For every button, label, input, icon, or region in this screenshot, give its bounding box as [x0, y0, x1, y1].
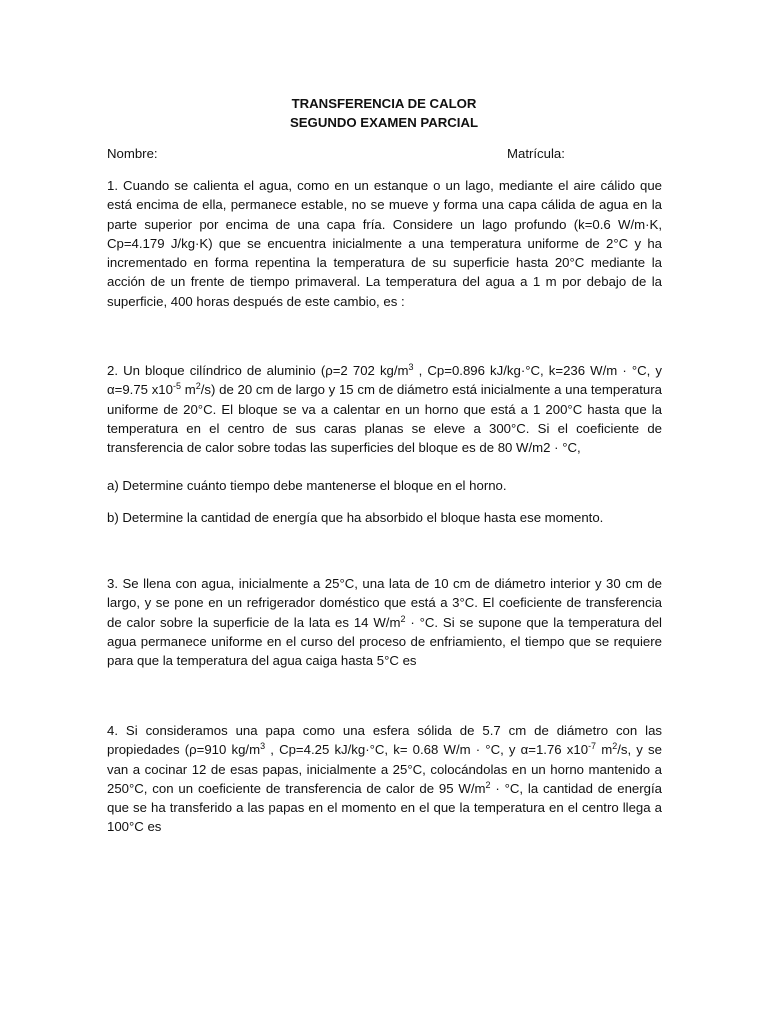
- question-2-part-b: b) Determine la cantidad de energía que ha absorbido el bloque hasta ese momento.: [107, 510, 604, 525]
- matricula-label: Matrícula:: [507, 146, 565, 161]
- student-fields: [107, 144, 667, 164]
- exam-subtitle: SEGUNDO EXAMEN PARCIAL: [289, 115, 479, 130]
- exam-header: [0, 94, 768, 132]
- question-3-text: 3. Se llena con agua, inicialmente a 25°C, una lata de 10 cm de diámetro interior y 30 cm de largo, y se pone en un refrigerador doméstico que está a 3°C. El coeficiente de transferencia de calor sobre la superficie de la lata es 14 $W/m^2 \cdot ^\circ C$. Si se supone que la temperatura del agua permanece uniforme en el curso del proceso de enfriamiento, el tiempo que se requiere para que la temperatura del agua caiga hasta 5°C es: [107, 576, 662, 669]
- question-2-text: 2. Un bloque cilíndrico de aluminio (ρ=2 702 $kg/m^3$ , Cp=0.896 kJ/kg·°C, k=236 W/m · °C, y α=9.75 $x10^{-5}$ $m^2/s$) de 20 cm de largo y 15 cm de diámetro está inicialmente a una temperatura uniforme de 20°C. El bloque se va a calentar en un horno que está a 1 200°C hasta que la temperatura en el centro de sus caras planas se eleve a 300°C. Si el coeficiente de transferencia de calor sobre todas las superficies del bloque es de 80 W/m2 · °C,: [107, 362, 662, 456]
- question-1-text: 1. Cuando se calienta el agua, como en un estanque o un lago, mediante el aire cálido que está encima de ella, permanece estable, no se mueve y forma una capa cálida de agua en la parte superior por encima de una capa fría. Considere un lago profundo (k=0.6 W/m·K, Cp=4.179 J/kg·K) que se encuentra inicialmente a una temperatura uniforme de 2°C y ha incrementado en forma repentina la temperatura de su superficie hasta 20°C mediante la acción de un frente de tiempo primaveral. La temperatura del agua a 1 m por debajo de la superficie, 400 horas después de este cambio, es :: [107, 178, 662, 309]
- nombre-label: Nombre:: [107, 146, 158, 161]
- question-2-part-a: a) Determine cuánto tiempo debe mantenerse el bloque en el horno.: [107, 478, 507, 493]
- question-1: [107, 176, 662, 311]
- question-2: [107, 361, 662, 457]
- question-4: [107, 721, 662, 837]
- question-4-text: 4. Si consideramos una papa como una esfera sólida de 5.7 cm de diámetro con las propiedades (ρ=910 $kg/m^3$ , Cp=4.25 kJ/kg·°C, k= 0.68 W/m · °C, y α=1.76 $x10^{-7}$ $m^2/s$, y se van a cocinar 12 de esas papas, inicialmente a 25°C, colocándolas en un horno mantenido a 250°C, con un coeficiente de transferencia de calor de 95 $W/m^2 \cdot ^\circ C$, la cantidad de energía que se ha transferido a las papas en el momento en el que la temperatura en el centro llega a 100°C es: [107, 723, 662, 835]
- exam-title: TRANSFERENCIA DE CALOR: [291, 96, 477, 111]
- question-3: [107, 574, 662, 670]
